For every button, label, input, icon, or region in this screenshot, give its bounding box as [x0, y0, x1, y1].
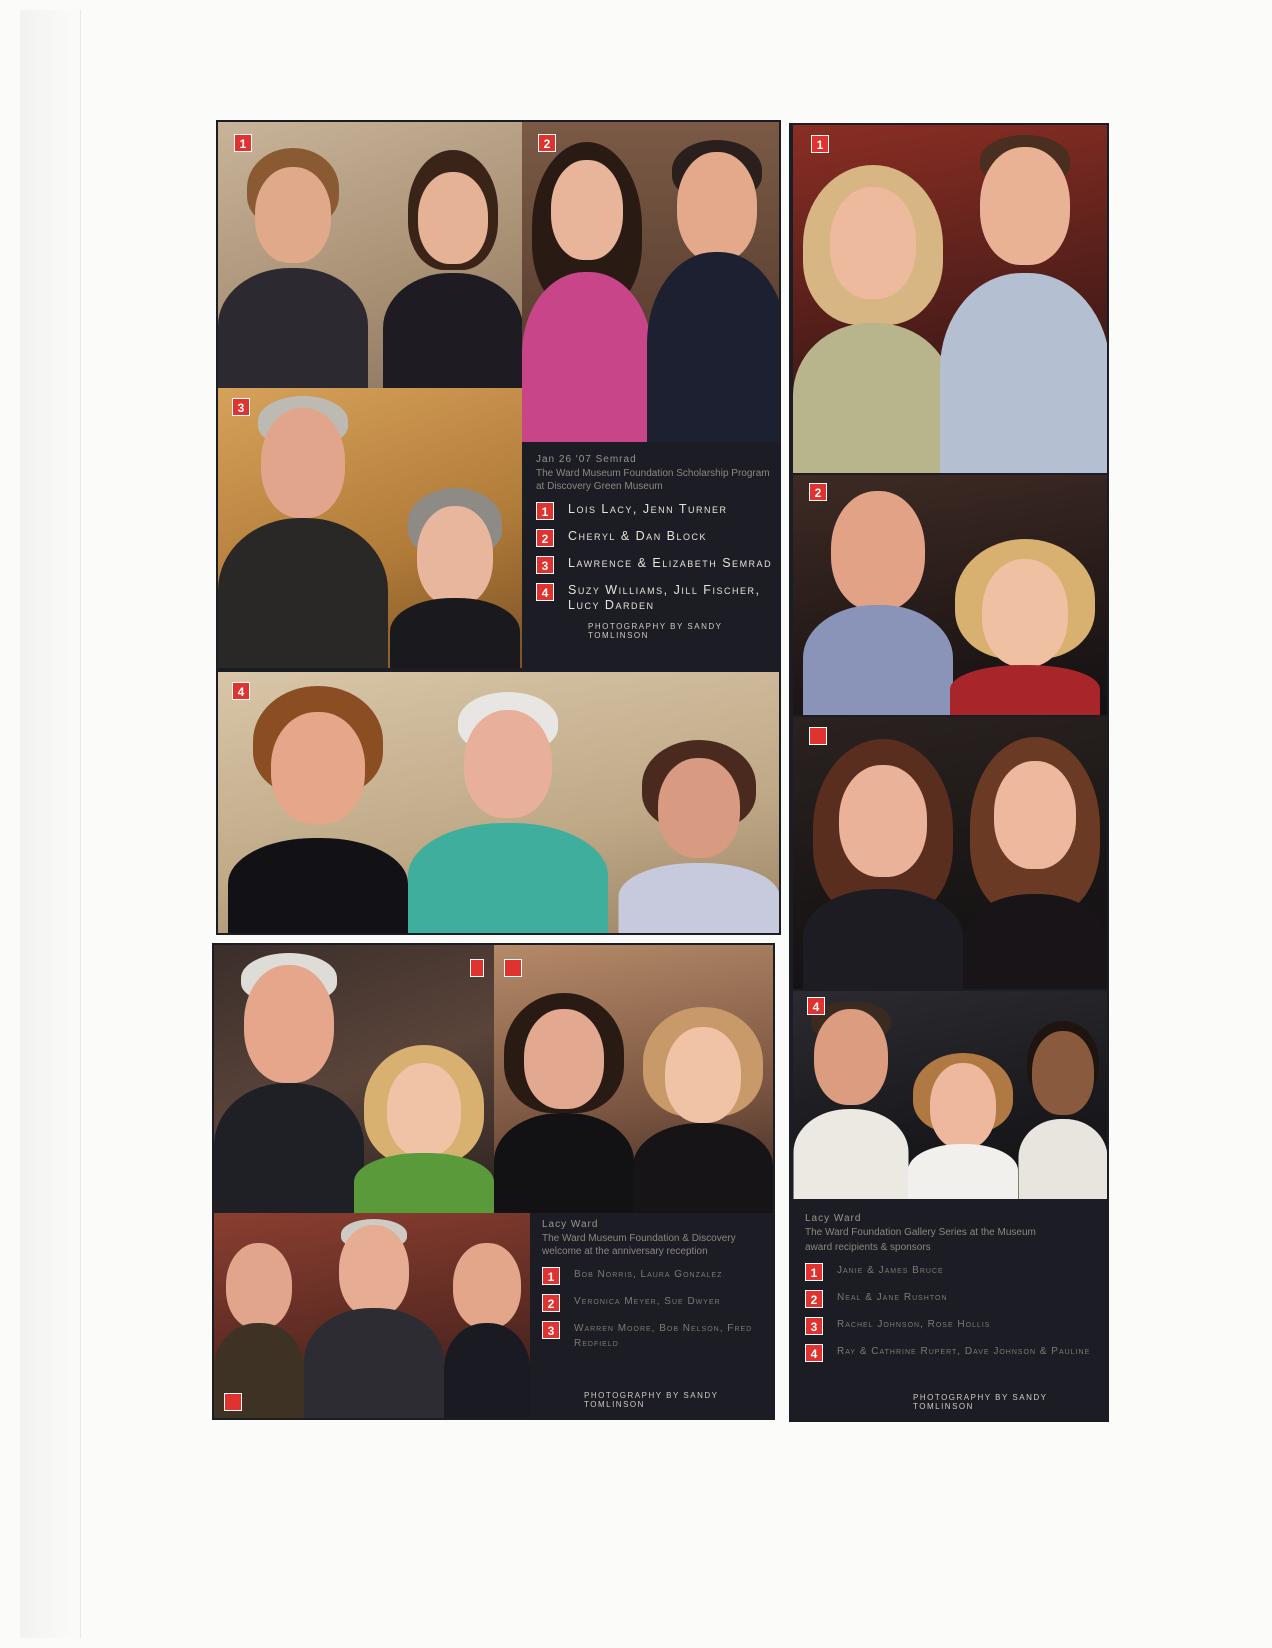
photo-number	[809, 727, 827, 745]
person	[908, 991, 1018, 1199]
caption-subheader: The Ward Museum Foundation & Discovery welcome at the anniversary reception	[542, 1233, 736, 1257]
person	[494, 945, 634, 1213]
caption-block	[805, 1213, 1101, 1362]
caption-number: 1	[536, 502, 554, 520]
caption-item	[536, 556, 776, 574]
caption-names: Neal & Jane Rushton	[837, 1292, 948, 1303]
caption-item	[542, 1267, 770, 1285]
caption-header: Jan 26 '07 Semrad	[536, 454, 637, 465]
photo-1	[218, 122, 522, 388]
person	[408, 672, 608, 933]
photo-credit: PHOTOGRAPHY BY SANDY TOMLINSON	[913, 1393, 1048, 1411]
person	[633, 945, 773, 1213]
person	[793, 125, 953, 473]
person	[388, 388, 522, 668]
person	[1018, 991, 1107, 1199]
photo-number: 2	[538, 134, 556, 152]
photo-r2	[793, 475, 1107, 715]
caption-number: 3	[536, 556, 554, 574]
caption-subheader-2: award recipients & sponsors	[805, 1242, 931, 1253]
caption-number: 2	[542, 1294, 560, 1312]
photo-c	[214, 1213, 530, 1418]
person	[214, 945, 364, 1213]
photo-number: 3	[232, 398, 250, 416]
caption-number: 2	[536, 529, 554, 547]
photo-number	[504, 959, 522, 977]
caption-number: 3	[542, 1321, 560, 1339]
person	[618, 672, 779, 933]
caption-item	[805, 1290, 1101, 1308]
person	[214, 1213, 304, 1418]
photo-number: 2	[809, 483, 827, 501]
person	[228, 672, 408, 933]
caption-item	[536, 583, 776, 613]
person	[304, 1213, 444, 1418]
left-top-panel	[216, 120, 781, 935]
photo-3	[218, 388, 522, 668]
person	[803, 717, 963, 989]
photo-number: 4	[232, 682, 250, 700]
person	[378, 122, 522, 388]
person	[444, 1213, 530, 1418]
caption-names: Bob Norris, Laura Gonzalez	[574, 1269, 723, 1280]
caption-number: 1	[805, 1263, 823, 1281]
caption-number: 3	[805, 1317, 823, 1335]
caption-names: Lawrence & Elizabeth Semrad	[568, 556, 773, 570]
person	[218, 122, 368, 388]
photo-number: 1	[234, 134, 252, 152]
caption-number: 4	[805, 1344, 823, 1362]
photo-2	[522, 122, 779, 442]
caption-names: Cheryl & Dan Block	[568, 529, 708, 543]
photo-4	[218, 672, 779, 933]
caption-names: Janie & James Bruce	[837, 1265, 944, 1276]
person	[218, 388, 388, 668]
caption-item	[536, 529, 776, 547]
caption-subheader: The Ward Museum Foundation Scholarship Program at Discovery Green Museum	[536, 468, 770, 492]
caption-item	[542, 1294, 770, 1312]
caption-names: Suzy Williams, Jill Fischer, Lucy Darden	[568, 583, 761, 612]
caption-block	[536, 454, 776, 613]
person	[943, 475, 1107, 715]
caption-item	[536, 502, 776, 520]
person	[793, 991, 908, 1199]
caption-names: Rachel Johnson, Rose Hollis	[837, 1319, 991, 1330]
caption-names: Lois Lacy, Jenn Turner	[568, 502, 728, 516]
person	[943, 125, 1107, 473]
photo-number	[224, 1393, 242, 1411]
caption-header: Lacy Ward	[542, 1219, 599, 1230]
person	[522, 122, 652, 442]
left-bottom-panel	[212, 943, 775, 1420]
photo-r1	[793, 125, 1107, 473]
caption-item	[805, 1263, 1101, 1281]
caption-number: 1	[542, 1267, 560, 1285]
photo-number: 1	[811, 135, 829, 153]
photo-b	[494, 945, 773, 1213]
right-panel	[789, 123, 1109, 1422]
photo-r4	[793, 991, 1107, 1199]
caption-item	[805, 1344, 1101, 1362]
person	[354, 945, 494, 1213]
caption-number: 2	[805, 1290, 823, 1308]
caption-subheader: The Ward Foundation Gallery Series at the Museum	[805, 1227, 1036, 1238]
caption-number: 4	[536, 583, 554, 601]
person	[963, 717, 1107, 989]
caption-names: Veronica Meyer, Sue Dwyer	[574, 1296, 721, 1307]
scan-edge-line	[80, 10, 81, 1638]
person	[803, 475, 953, 715]
photo-credit: PHOTOGRAPHY BY SANDY TOMLINSON	[584, 1391, 719, 1409]
caption-names: Ray & Cathrine Rupert, Dave Johnson & Pauline	[837, 1346, 1091, 1357]
person	[652, 122, 779, 442]
photo-number: 4	[807, 997, 825, 1015]
photo-credit: PHOTOGRAPHY BY SANDY TOMLINSON	[588, 622, 723, 640]
caption-names: Warren Moore, Bob Nelson, Fred Redfield	[574, 1323, 753, 1349]
photo-a	[214, 945, 494, 1213]
caption-block	[542, 1219, 770, 1351]
photo-r3	[793, 717, 1107, 989]
caption-item	[542, 1321, 770, 1351]
caption-item	[805, 1317, 1101, 1335]
caption-header: Lacy Ward	[805, 1213, 862, 1224]
scan-edge	[20, 10, 82, 1638]
photo-number	[470, 959, 484, 977]
